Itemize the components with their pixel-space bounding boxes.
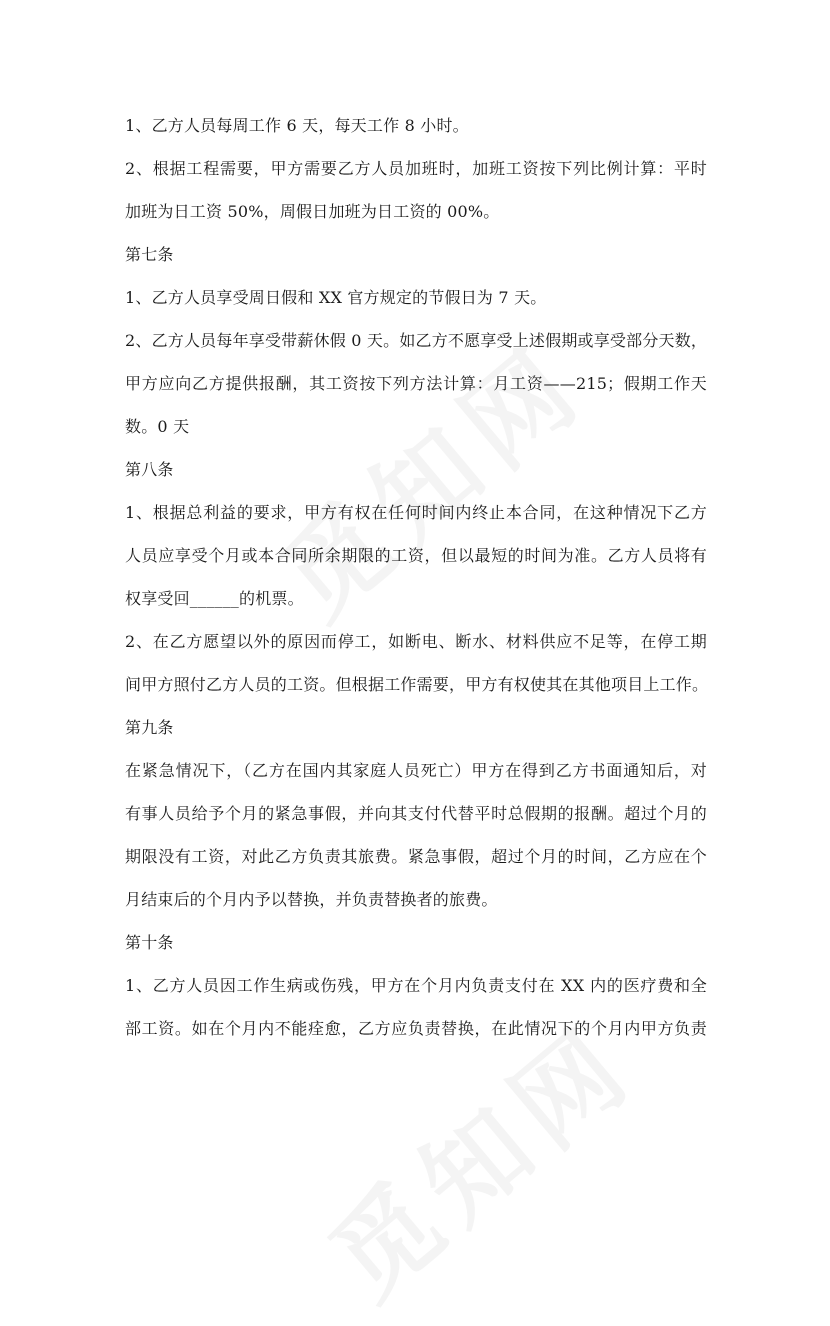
- paragraph-line: 人员应享受个月或本合同所余期限的工资，但以最短的时间为准。乙方人员将有: [125, 546, 707, 565]
- paragraph-line: 2、乙方人员每年享受带薪休假 0 天。如乙方不愿享受上述假期或享受部分天数，: [125, 331, 708, 350]
- paragraph-line: 甲方应向乙方提供报酬，其工资按下列方法计算：月工资——215；假期工作天: [125, 374, 707, 393]
- paragraph-line: 2、根据工程需要，甲方需要乙方人员加班时，加班工资按下列比例计算：平时: [125, 159, 707, 178]
- section-heading: 第十条: [125, 933, 174, 952]
- paragraph-line: 权享受回______的机票。: [125, 589, 304, 608]
- paragraph-line: 月结束后的个月内予以替换，并负责替换者的旅费。: [125, 890, 498, 909]
- paragraph-line: 部工资。如在个月内不能痊愈，乙方应负责替换，在此情况下的个月内甲方负责: [125, 1019, 707, 1038]
- paragraph-line: 在紧急情况下，（乙方在国内其家庭人员死亡）甲方在得到乙方书面通知后，对: [125, 761, 707, 780]
- paragraph-line: 有事人员给予个月的紧急事假，并向其支付代替平时总假期的报酬。超过个月的: [125, 804, 707, 823]
- paragraph-line: 2、在乙方愿望以外的原因而停工，如断电、断水、材料供应不足等，在停工期: [125, 632, 707, 651]
- section-heading: 第八条: [125, 460, 174, 479]
- paragraph-line: 1、乙方人员每周工作 6 天，每天工作 8 小时。: [125, 116, 469, 135]
- paragraph-line: 数。0 天: [125, 417, 190, 436]
- paragraph-line: 1、根据总利益的要求，甲方有权在任何时间内终止本合同，在这种情况下乙方: [125, 503, 707, 522]
- section-heading: 第九条: [125, 718, 174, 737]
- paragraph-line: 期限没有工资，对此乙方负责其旅费。紧急事假，超过个月的时间，乙方应在个: [125, 847, 707, 866]
- paragraph-line: 1、乙方人员享受周日假和 XX 官方规定的节假日为 7 天。: [125, 288, 547, 307]
- paragraph-line: 间甲方照付乙方人员的工资。但根据工作需要，甲方有权使其在其他项目上工作。: [125, 675, 709, 694]
- section-heading: 第七条: [125, 245, 174, 264]
- paragraph-line: 1、乙方人员因工作生病或伤残，甲方在个月内负责支付在 XX 内的医疗费和全: [125, 976, 707, 995]
- paragraph-line: 加班为日工资 50%，周假日加班为日工资的 00%。: [125, 202, 500, 221]
